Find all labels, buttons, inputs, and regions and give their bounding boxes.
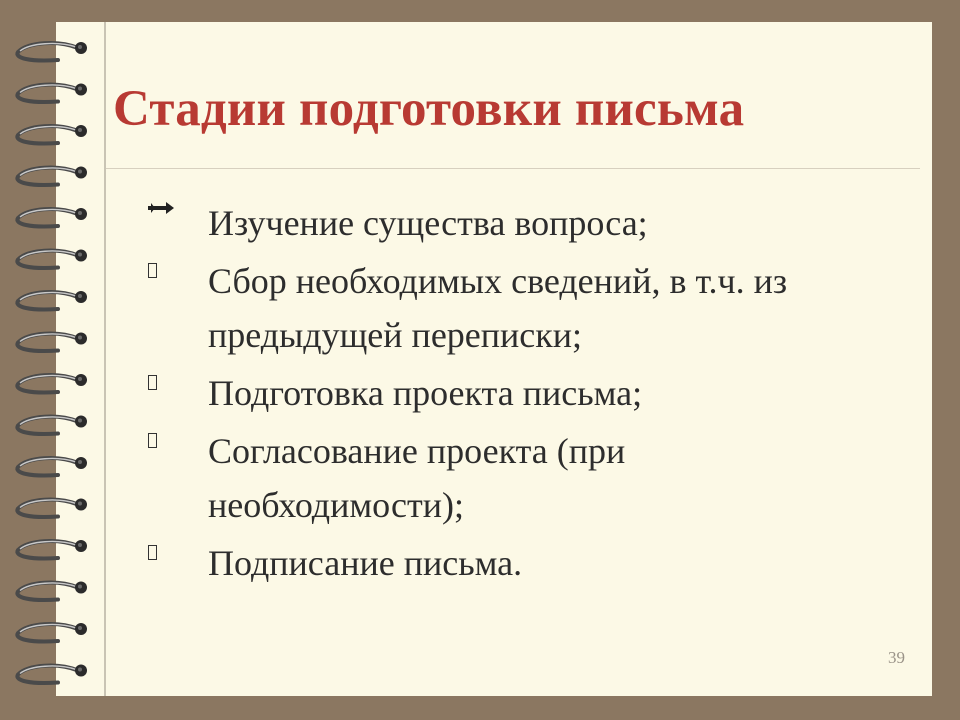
bullet-item xyxy=(146,254,886,362)
page-number: 39 xyxy=(888,648,905,667)
bullet-text: Подготовка проекта письма; xyxy=(208,373,643,413)
bullet-text: Согласование проекта (при необходимости); xyxy=(208,431,626,525)
missing-glyph-icon xyxy=(146,424,186,458)
spiral-ring xyxy=(17,374,87,393)
missing-glyph-icon xyxy=(146,366,186,400)
spiral-ring xyxy=(17,42,87,61)
slide-title: Стадии подготовки письма xyxy=(113,81,745,137)
bullet-item xyxy=(146,424,886,532)
missing-glyph-icon xyxy=(146,536,186,570)
spiral-ring xyxy=(17,457,87,476)
spiral-ring xyxy=(17,125,87,144)
spiral-ring xyxy=(17,167,87,186)
spiral-ring xyxy=(17,540,87,559)
title-divider xyxy=(106,168,920,169)
spiral-ring xyxy=(17,665,87,684)
spiral-ring xyxy=(17,84,87,103)
spiral-ring xyxy=(17,208,87,227)
bullet-item xyxy=(146,196,886,250)
spiral-ring xyxy=(17,499,87,518)
bullet-text: Сбор необходимых сведений, в т.ч. из предыдущей переписки; xyxy=(208,261,788,355)
spiral-binding xyxy=(0,0,110,720)
spiral-ring xyxy=(17,623,87,642)
arrow-right-icon xyxy=(146,196,186,220)
spiral-ring xyxy=(17,333,87,352)
bullet-item xyxy=(146,366,886,420)
bullet-list xyxy=(146,196,886,594)
spiral-ring xyxy=(17,291,87,310)
spiral-ring xyxy=(17,416,87,435)
bullet-item xyxy=(146,536,886,590)
spiral-ring xyxy=(17,250,87,269)
bullet-text: Подписание письма. xyxy=(208,543,523,583)
spiral-ring xyxy=(17,582,87,601)
bullet-text: Изучение существа вопроса; xyxy=(208,203,648,243)
missing-glyph-icon xyxy=(146,254,186,288)
